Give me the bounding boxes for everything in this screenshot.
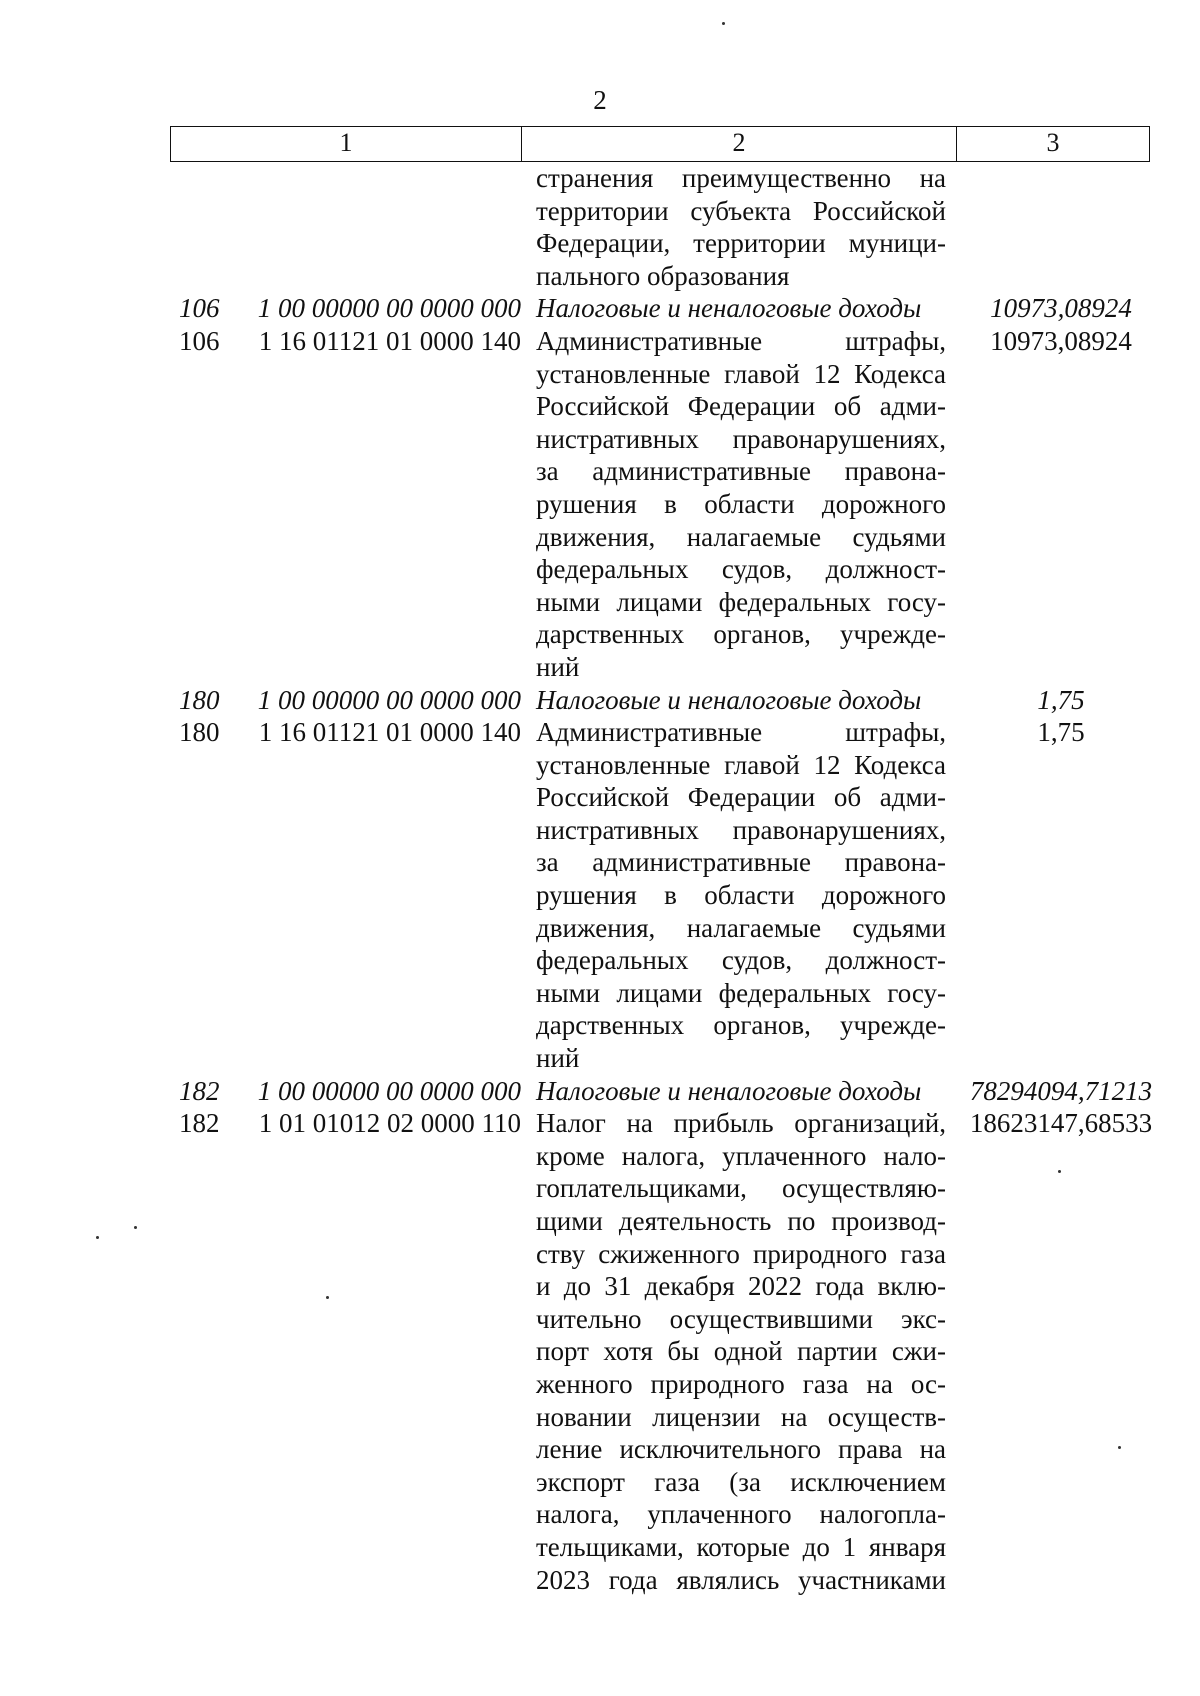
header-col-1: 1 (171, 127, 522, 161)
description-line: Налоговые и неналоговые доходы (536, 684, 922, 715)
description-line: ству сжиженного природного газа (536, 1238, 946, 1269)
table-line (0, 1433, 1200, 1466)
description-line: за административные правона- (536, 456, 946, 487)
description-line: Налоговые и неналоговые доходы (536, 1075, 922, 1106)
scan-speck (326, 1296, 329, 1299)
table-row (0, 684, 1200, 717)
description-line: чительно осуществившими экс- (536, 1303, 946, 1334)
code-prefix: 182 (179, 1075, 220, 1106)
table-line (0, 162, 1200, 195)
code-prefix: 106 (179, 293, 220, 324)
description-line: пального образования (536, 260, 790, 291)
table-line (0, 521, 1200, 554)
description-line: рушения в области дорожного (536, 880, 946, 911)
code-cell (179, 292, 521, 325)
table-line (0, 977, 1200, 1010)
amount-cell: 10973,08924 (990, 325, 1132, 356)
description-line: новании лицензии на осуществ- (536, 1401, 946, 1432)
table-line (0, 749, 1200, 782)
code: 1 16 01121 01 0000 140 (258, 717, 521, 748)
table-line (0, 553, 1200, 586)
description-line: порт хотя бы одной партии сжи- (536, 1336, 946, 1367)
page-number: 2 (593, 85, 607, 115)
table-line (0, 390, 1200, 423)
code: 1 00 00000 00 0000 000 (257, 684, 521, 715)
table-row (0, 716, 1200, 749)
table-line (0, 1466, 1200, 1499)
description-line: тельщиками, которые до 1 января (536, 1531, 946, 1562)
code-cell (179, 325, 521, 358)
description-line: рушения в области дорожного (536, 488, 946, 519)
code: 1 00 00000 00 0000 000 (257, 1075, 521, 1106)
table-row (0, 1075, 1200, 1108)
code: 1 16 01121 01 0000 140 (258, 325, 521, 356)
scan-speck (1058, 1170, 1061, 1173)
description-line: за административные правона- (536, 847, 946, 878)
table-row (0, 325, 1200, 358)
table-line (0, 455, 1200, 488)
description-line: движения, налагаемые судьями (536, 521, 946, 552)
description-line: Административные штрафы, (536, 325, 946, 356)
description-line: ний (536, 1043, 580, 1074)
code: 1 00 00000 00 0000 000 (257, 293, 521, 324)
description-line: федеральных судов, должност- (536, 945, 946, 976)
description-line: щими деятельность по производ- (536, 1206, 946, 1236)
table-line (0, 195, 1200, 228)
description-line: 2023 года являлись участниками (536, 1564, 946, 1595)
table-line (0, 260, 1200, 293)
table-line (0, 1205, 1200, 1238)
description-line: федеральных судов, должност- (536, 554, 946, 585)
table-line (0, 1042, 1200, 1075)
table-line (0, 1140, 1200, 1173)
table-line (0, 586, 1200, 619)
description-line: дарственных органов, учрежде- (536, 619, 946, 650)
description-line: экспорт газа (за исключением (536, 1466, 946, 1497)
description-line: и до 31 декабря 2022 года вклю- (536, 1271, 946, 1302)
description-line: странения преимущественно на (536, 163, 946, 193)
description-line: дарственных органов, учрежде- (536, 1010, 946, 1041)
description-line: Федерации, территории муници- (536, 228, 946, 259)
scan-speck (1118, 1446, 1121, 1449)
amount-cell: 10973,08924 (990, 293, 1132, 324)
table-line (0, 1238, 1200, 1271)
table-line (0, 1270, 1200, 1303)
description-line: установленные главой 12 Кодекса (536, 358, 946, 389)
table-line (0, 1531, 1200, 1564)
table-line (0, 1172, 1200, 1205)
description-line: территории субъекта Российской (536, 195, 946, 226)
code: 1 01 01012 02 0000 110 (258, 1108, 521, 1139)
amount-cell: 1,75 (1037, 684, 1085, 715)
scan-speck (96, 1236, 99, 1239)
table-line (0, 879, 1200, 912)
table-line (0, 423, 1200, 456)
description-line: Налог на прибыль организаций, (536, 1108, 946, 1139)
table-line (0, 1401, 1200, 1434)
description-line: ление исключительного права на (536, 1434, 946, 1465)
table-body (0, 162, 1200, 1596)
header-col-2: 2 (522, 127, 957, 161)
description-line: ными лицами федеральных госу- (536, 586, 946, 617)
description-line: женного природного газа на ос- (536, 1368, 946, 1399)
description-line: Российской Федерации об адми- (536, 782, 946, 813)
amount-cell: 78294094,71213 (969, 1075, 1153, 1106)
code-cell (179, 684, 521, 717)
table-line (0, 488, 1200, 521)
table-row (0, 292, 1200, 325)
table-line (0, 846, 1200, 879)
table-line (0, 781, 1200, 814)
description-line: Российской Федерации об адми- (536, 391, 946, 422)
table-line (0, 1303, 1200, 1336)
description-line: нистративных правонарушениях, (536, 814, 946, 845)
table-line (0, 1498, 1200, 1531)
code-cell (179, 716, 521, 749)
description-line: ными лицами федеральных госу- (536, 977, 946, 1008)
table-line (0, 1564, 1200, 1597)
description-line: кроме налога, уплаченного нало- (536, 1140, 946, 1171)
table-line (0, 618, 1200, 651)
table-line (0, 358, 1200, 391)
description-line: ний (536, 651, 580, 682)
code-prefix: 182 (179, 1108, 220, 1139)
code-cell (179, 1075, 521, 1108)
code-prefix: 180 (179, 684, 220, 715)
description-line: установленные главой 12 Кодекса (536, 749, 946, 780)
description-line: нистративных правонарушениях, (536, 423, 946, 454)
description-line: гоплательщиками, осуществляю- (536, 1173, 946, 1204)
table-line (0, 944, 1200, 977)
amount-cell: 1,75 (1037, 717, 1085, 748)
table-line (0, 1009, 1200, 1042)
table-line (0, 1368, 1200, 1401)
amount-cell: 18623147,68533 (969, 1108, 1153, 1139)
table-line (0, 912, 1200, 945)
description-line: Административные штрафы, (536, 717, 946, 748)
scan-speck (722, 22, 725, 25)
description-line: движения, налагаемые судьями (536, 912, 946, 943)
table-line (0, 814, 1200, 847)
table-line (0, 1335, 1200, 1368)
table-header (170, 126, 1150, 162)
table-row (0, 1107, 1200, 1140)
table-line (0, 651, 1200, 684)
code-prefix: 106 (179, 325, 220, 356)
code-cell (179, 1107, 521, 1140)
description-line: налога, уплаченного налогопла- (536, 1499, 946, 1530)
scan-speck (134, 1226, 137, 1229)
code-prefix: 180 (179, 717, 220, 748)
table-line (0, 227, 1200, 260)
description-line: Налоговые и неналоговые доходы (536, 293, 922, 324)
header-col-3: 3 (1046, 128, 1060, 157)
